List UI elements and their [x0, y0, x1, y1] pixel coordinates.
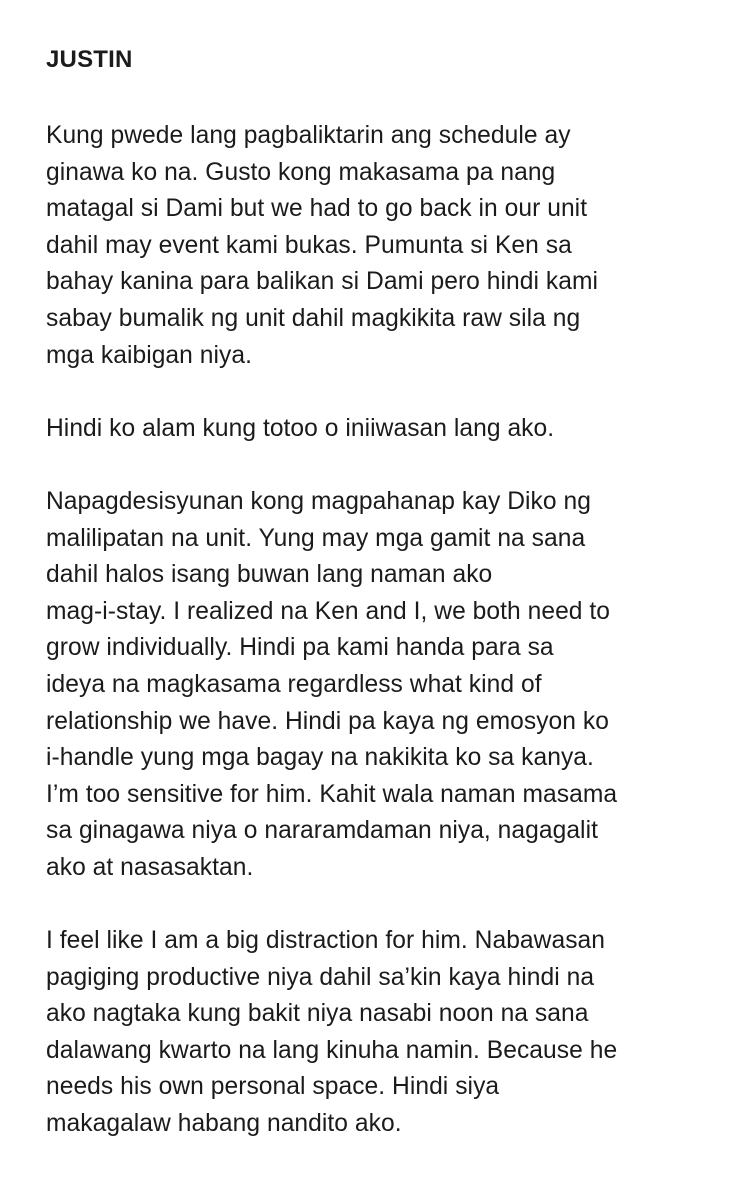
text-line: dahil may event kami bukas. Pumunta si Ken sa: [46, 231, 572, 259]
text-line: Hindi ko alam kung totoo o iniiwasan lang ako.: [46, 414, 555, 442]
text-line: grow individually. Hindi pa kami handa para sa: [46, 634, 554, 662]
paragraph-4: [46, 923, 718, 1143]
paragraph-1: [46, 118, 718, 374]
text-line: pagiging productive niya dahil sa’kin kaya hindi na: [46, 963, 595, 991]
text-line: Napagdesisyunan kong magpahanap kay Diko ng: [46, 487, 591, 515]
text-line: i-handle yung mga bagay na nakikita ko sa kanya.: [46, 744, 594, 772]
text-line: dalawang kwarto na lang kinuha namin. Because he: [46, 1036, 618, 1064]
text-line: sabay bumalik ng unit dahil magkikita raw sila ng: [46, 304, 581, 332]
text-line: ideya na magkasama regardless what kind of: [46, 670, 542, 698]
text-line: mga kaibigan niya.: [46, 341, 252, 369]
text-line: malilipatan na unit. Yung may mga gamit na sana: [46, 524, 586, 552]
text-line: matagal si Dami but we had to go back in our unit: [46, 195, 588, 223]
document-page: [46, 40, 718, 1179]
text-line: I feel like I am a big distraction for him. Nabawasan: [46, 927, 605, 955]
text-line: Kung pwede lang pagbaliktarin ang schedule ay: [46, 122, 571, 149]
text-line: sa ginagawa niya o nararamdaman niya, nagagalit: [46, 817, 598, 845]
chapter-heading: JUSTIN: [46, 46, 133, 73]
text-line: mag-i-stay. I realized na Ken and I, we both need to: [46, 597, 611, 625]
text-line: ako at nasasaktan.: [46, 853, 254, 881]
text-line: needs his own personal space. Hindi siya: [46, 1073, 500, 1101]
text-line: makagalaw habang nandito ako.: [46, 1110, 402, 1138]
paragraph-3: [46, 484, 718, 887]
text-line: ako nagtaka kung bakit niya nasabi noon na sana: [46, 1000, 589, 1028]
paragraph-2: [46, 411, 718, 448]
text-line: bahay kanina para balikan si Dami pero hindi kami: [46, 268, 599, 296]
text-line: I’m too sensitive for him. Kahit wala naman masama: [46, 780, 618, 808]
text-line: dahil halos isang buwan lang naman ako: [46, 561, 493, 589]
text-line: relationship we have. Hindi pa kaya ng emosyon ko: [46, 707, 609, 735]
text-line: ginawa ko na. Gusto kong makasama pa nang: [46, 158, 556, 186]
